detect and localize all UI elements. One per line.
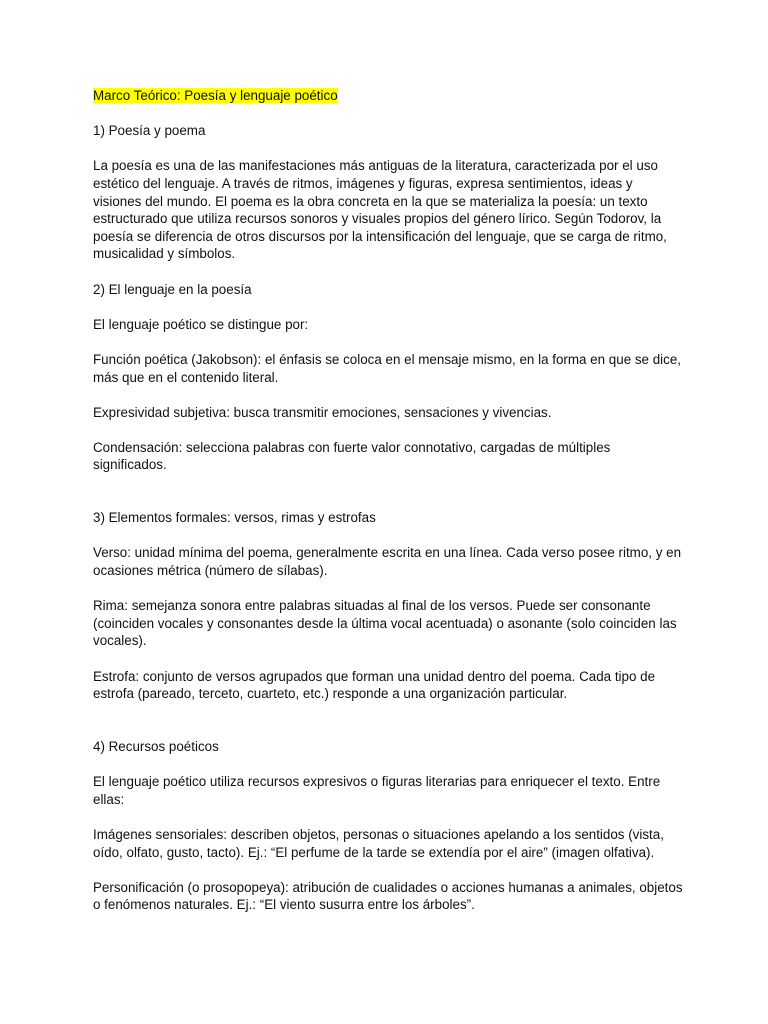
section-heading: 4) Recursos poéticos <box>93 738 219 754</box>
paragraph: La poesía es una de las manifestaciones más antiguas de la literatura, caracterizada por el uso estético del lenguaje. A través de ritmos, imágenes y figuras, expresa sentimientos, ideas y visiones del mundo. El poema es la obra concreta en la que se materializa la poesía: un texto estructurado que utiliza recursos sonoros y visuales propios del género lírico. Según Todorov, la poesía se diferencia de otros discursos por la intensificación del lenguaje, que se carga de ritmo, musicalidad y símbolos. <box>93 158 667 262</box>
document-title <box>93 87 683 105</box>
paragraph: Rima: semejanza sonora entre palabras situadas al final de los versos. Puede ser consonante (coinciden vocales y consonantes desde la última vocal acentuada) o asonante (solo coinciden las vocales). <box>93 598 677 649</box>
section-heading: 1) Poesía y poema <box>93 123 206 139</box>
section-heading: 2) El lenguaje en la poesía <box>93 281 252 297</box>
paragraph: Imágenes sensoriales: describen objetos, personas o situaciones apelando a los sentidos (vista, oído, olfato, gusto, tacto). Ej.: “El perfume de la tarde se extendía por el aire” (imagen olfativa). <box>93 826 664 860</box>
paragraph: Expresividad subjetiva: busca transmitir emociones, sensaciones y vivencias. <box>93 404 552 420</box>
paragraph: Personificación (o prosopopeya): atribución de cualidades o acciones humanas a animales, objetos o fenómenos naturales. Ej.: “El viento susurra entre los árboles”. <box>93 879 683 913</box>
paragraph: El lenguaje poético utiliza recursos expresivos o figuras literarias para enriquecer el texto. Entre ellas: <box>93 774 661 807</box>
paragraph: Estrofa: conjunto de versos agrupados que forman una unidad dentro del poema. Cada tipo de estrofa (pareado, terceto, cuarteto, etc.) responde a una organización particular. <box>93 668 656 702</box>
paragraph: Condensación: selecciona palabras con fuerte valor connotativo, cargadas de múltiples significados. <box>93 439 611 473</box>
section-heading: 3) Elementos formales: versos, rimas y estrofas <box>93 510 376 526</box>
paragraph: Verso: unidad mínima del poema, generalmente escrita en una línea. Cada verso posee ritmo, y en ocasiones métrica (número de sílabas). <box>93 545 682 579</box>
paragraph: El lenguaje poético se distingue por: <box>93 316 309 332</box>
paragraph: Función poética (Jakobson): el énfasis se coloca en el mensaje mismo, en la forma en que se dice, más que en el contenido literal. <box>93 351 682 385</box>
title-highlight: Marco Teórico: Poesía y lenguaje poético <box>93 88 338 103</box>
document-page <box>93 87 683 932</box>
